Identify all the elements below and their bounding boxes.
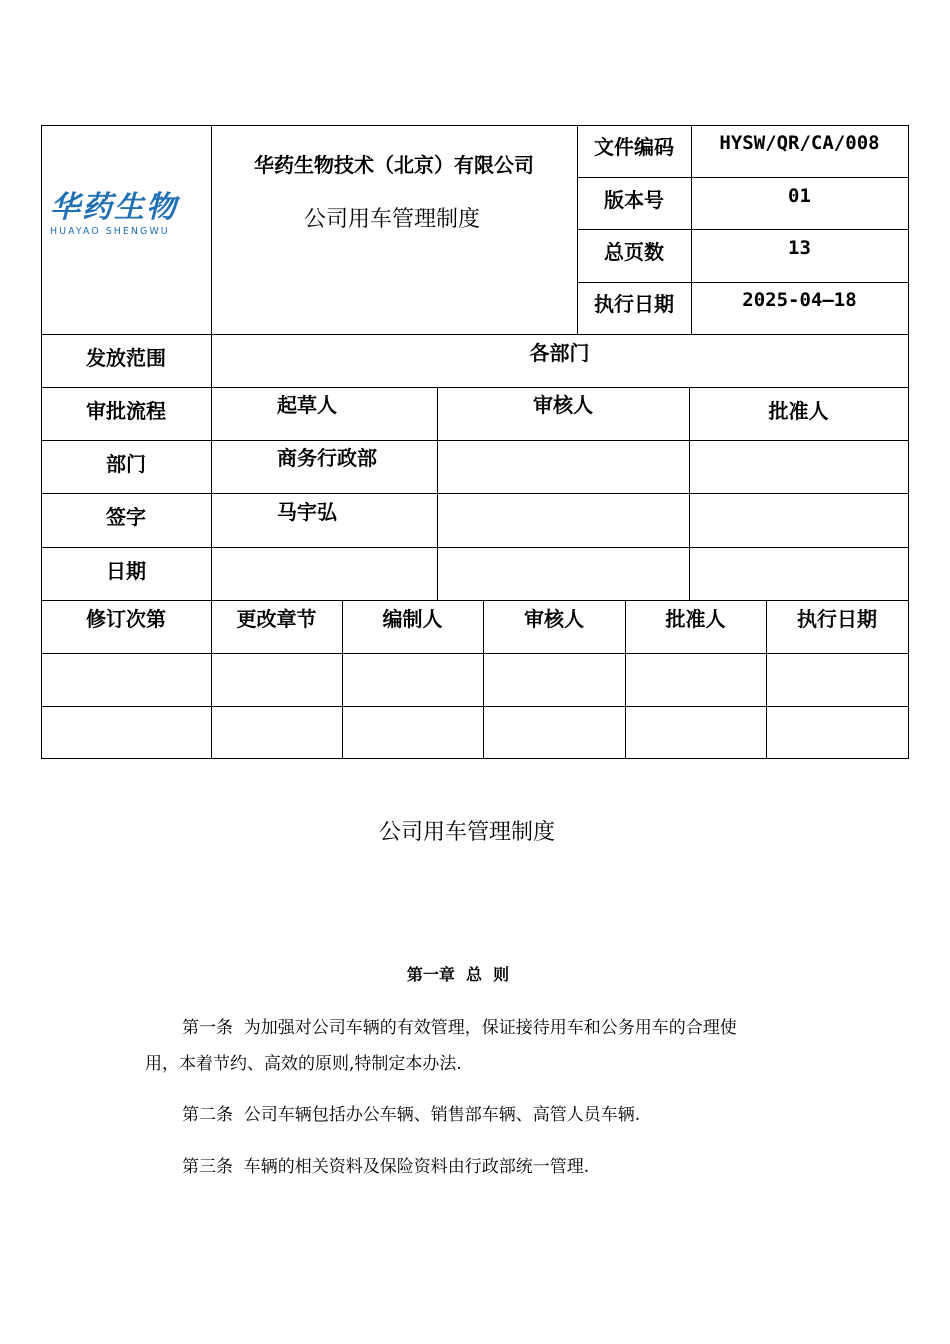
meta-value-file-code: HYSW/QR/CA/008 bbox=[719, 132, 880, 154]
table-border bbox=[41, 125, 42, 759]
header-doc-title: 公司用车管理制度 bbox=[303, 207, 480, 232]
rev-header-exec-date: 执行日期 bbox=[797, 607, 877, 631]
table-border bbox=[41, 758, 909, 759]
table-border bbox=[41, 387, 909, 388]
table-border bbox=[577, 229, 909, 230]
table-border bbox=[41, 125, 909, 126]
meta-label-pages: 总页数 bbox=[604, 240, 664, 264]
rev-header-approver: 批准人 bbox=[665, 607, 726, 631]
rev-header-reviewer: 审核人 bbox=[524, 607, 584, 631]
meta-value-pages: 13 bbox=[788, 237, 811, 259]
table-border bbox=[41, 547, 909, 548]
drafter-header: 起草人 bbox=[277, 393, 337, 417]
logo-chinese: 华药生物 bbox=[50, 190, 178, 225]
date-label: 日期 bbox=[106, 559, 146, 583]
rev-header-revision: 修订次第 bbox=[86, 607, 166, 631]
sign-value: 马宇弘 bbox=[277, 500, 337, 524]
company-name: 华药生物技术（北京）有限公司 bbox=[254, 153, 534, 177]
sign-label: 签字 bbox=[106, 505, 146, 529]
dept-label: 部门 bbox=[106, 452, 146, 476]
distribution-value: 各部门 bbox=[529, 341, 590, 365]
table-border bbox=[41, 653, 909, 654]
article-3: 第三条 车辆的相关资料及保险资料由行政部统一管理. bbox=[182, 1157, 590, 1177]
table-border bbox=[577, 282, 909, 283]
dept-value: 商务行政部 bbox=[277, 446, 377, 470]
reviewer-header: 审核人 bbox=[533, 393, 593, 417]
table-border bbox=[41, 440, 909, 441]
company-logo bbox=[50, 190, 200, 243]
logo-english: HUAYAO SHENGWU bbox=[50, 226, 170, 237]
article-1-line-2: 用，本着节约、高效的原则,特制定本办法. bbox=[145, 1054, 462, 1074]
meta-label-version: 版本号 bbox=[604, 188, 664, 212]
meta-label-exec-date: 执行日期 bbox=[594, 292, 674, 316]
page-title: 公司用车管理制度 bbox=[378, 820, 555, 845]
chapter-heading: 第一章 总 则 bbox=[406, 965, 510, 984]
approver-header: 批准人 bbox=[768, 399, 829, 423]
article-1-line-1: 第一条 为加强对公司车辆的有效管理，保证接待用车和公务用车的合理使 bbox=[182, 1018, 737, 1038]
table-border bbox=[41, 493, 909, 494]
table-border bbox=[41, 600, 909, 601]
approval-label: 审批流程 bbox=[86, 399, 166, 423]
table-border bbox=[577, 177, 909, 178]
meta-value-exec-date: 2025-04—18 bbox=[742, 289, 857, 311]
table-border bbox=[41, 334, 909, 335]
table-border bbox=[437, 387, 438, 601]
meta-label-file-code: 文件编码 bbox=[594, 135, 674, 159]
meta-value-version: 01 bbox=[788, 185, 811, 207]
table-border bbox=[41, 706, 909, 707]
article-2: 第二条 公司车辆包括办公车辆、销售部车辆、高管人员车辆. bbox=[182, 1105, 641, 1125]
rev-header-section: 更改章节 bbox=[236, 607, 317, 631]
table-border bbox=[908, 125, 909, 759]
rev-header-author: 编制人 bbox=[382, 607, 443, 631]
distribution-label: 发放范围 bbox=[86, 346, 166, 370]
